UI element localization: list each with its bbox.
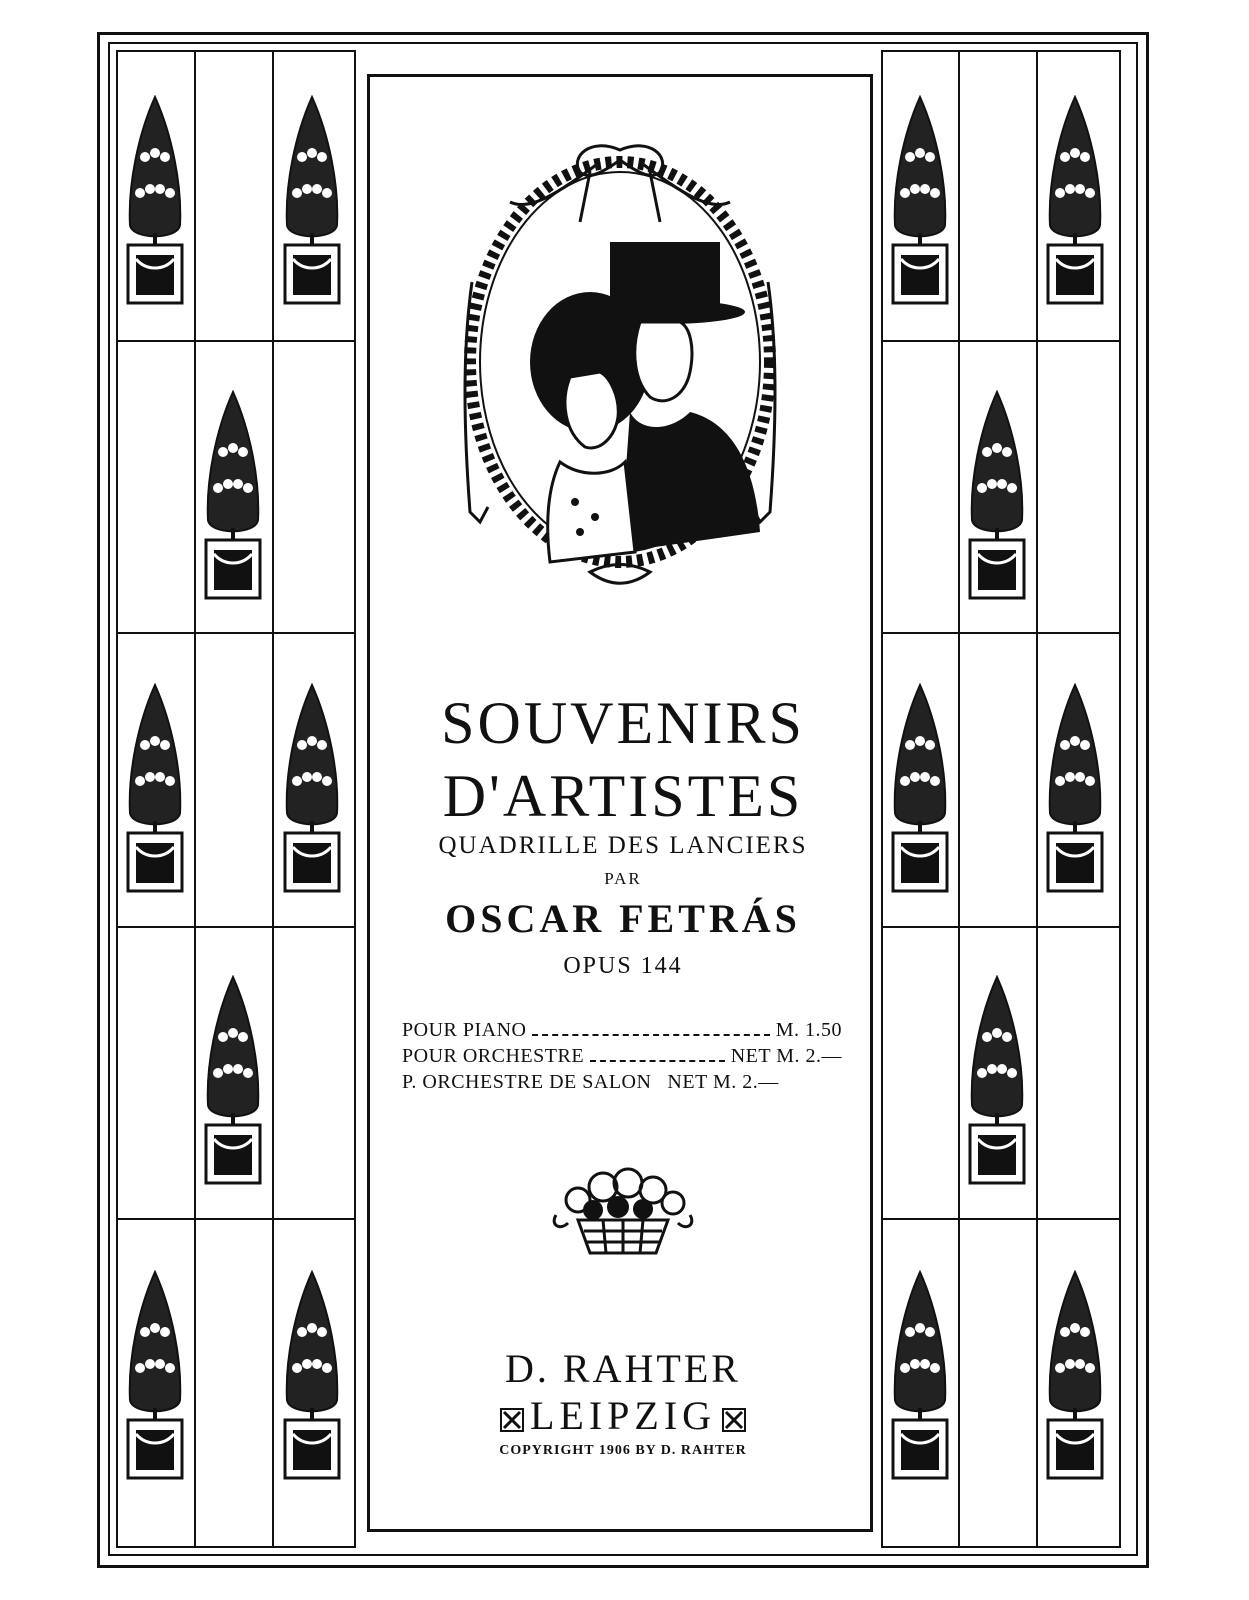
topiary-tree-icon	[1040, 95, 1110, 310]
right-sep	[881, 926, 1121, 928]
price-row	[402, 1019, 842, 1042]
topiary-tree-icon	[120, 683, 190, 898]
composer-name: OSCAR FETRÁS	[445, 896, 801, 941]
left-divider-1	[194, 50, 196, 1548]
topiary-tree-icon	[277, 95, 347, 310]
topiary-tree-icon	[198, 390, 268, 605]
topiary-tree-icon	[962, 390, 1032, 605]
left-sep	[116, 926, 356, 928]
title-line-2: D'ARTISTES	[442, 763, 804, 829]
price-dots	[590, 1045, 725, 1062]
title-line-1: SOUVENIRS	[441, 690, 805, 756]
price-dots	[655, 1071, 663, 1094]
publisher-city: LEIPZIG	[529, 1393, 717, 1438]
topiary-tree-icon	[120, 95, 190, 310]
subtitle: QUADRILLE DES LANCIERS	[438, 832, 808, 859]
topiary-tree-icon	[277, 683, 347, 898]
left-sep	[116, 1218, 356, 1220]
price-row	[402, 1045, 842, 1068]
publisher-city-line	[370, 1392, 876, 1439]
by-word: PAR	[604, 869, 642, 888]
topiary-tree-icon	[1040, 1270, 1110, 1485]
topiary-tree-icon	[198, 975, 268, 1190]
publisher-mark-icon	[722, 1408, 746, 1432]
publisher-name: D. RAHTER	[505, 1346, 741, 1391]
price-value: M. 1.50	[775, 1019, 842, 1041]
portrait-medallion-icon	[440, 132, 800, 602]
topiary-tree-icon	[277, 1270, 347, 1485]
price-dots	[532, 1019, 769, 1036]
left-sep	[116, 340, 356, 342]
right-sep	[881, 340, 1121, 342]
left-divider-2	[272, 50, 274, 1548]
topiary-tree-icon	[1040, 683, 1110, 898]
right-sep	[881, 632, 1121, 634]
price-label: P. ORCHESTRE DE SALON	[402, 1071, 652, 1093]
price-label: POUR PIANO	[402, 1019, 527, 1041]
price-value: NET M. 2.—	[667, 1071, 779, 1093]
right-divider-2	[1036, 50, 1038, 1548]
price-label: POUR ORCHESTRE	[402, 1045, 585, 1067]
topiary-tree-icon	[120, 1270, 190, 1485]
right-sep	[881, 1218, 1121, 1220]
price-row	[402, 1071, 842, 1094]
topiary-tree-icon	[962, 975, 1032, 1190]
center-panel	[367, 74, 873, 1532]
left-sep	[116, 632, 356, 634]
opus-number: OPUS 144	[563, 953, 683, 979]
topiary-tree-icon	[885, 95, 955, 310]
topiary-tree-icon	[885, 1270, 955, 1485]
topiary-tree-icon	[885, 683, 955, 898]
right-divider-1	[958, 50, 960, 1548]
flower-basket-icon	[548, 1165, 698, 1257]
copyright-line: COPYRIGHT 1906 BY D. RAHTER	[499, 1443, 747, 1458]
publisher-mark-icon	[500, 1408, 524, 1432]
price-value: NET M. 2.—	[730, 1045, 842, 1067]
